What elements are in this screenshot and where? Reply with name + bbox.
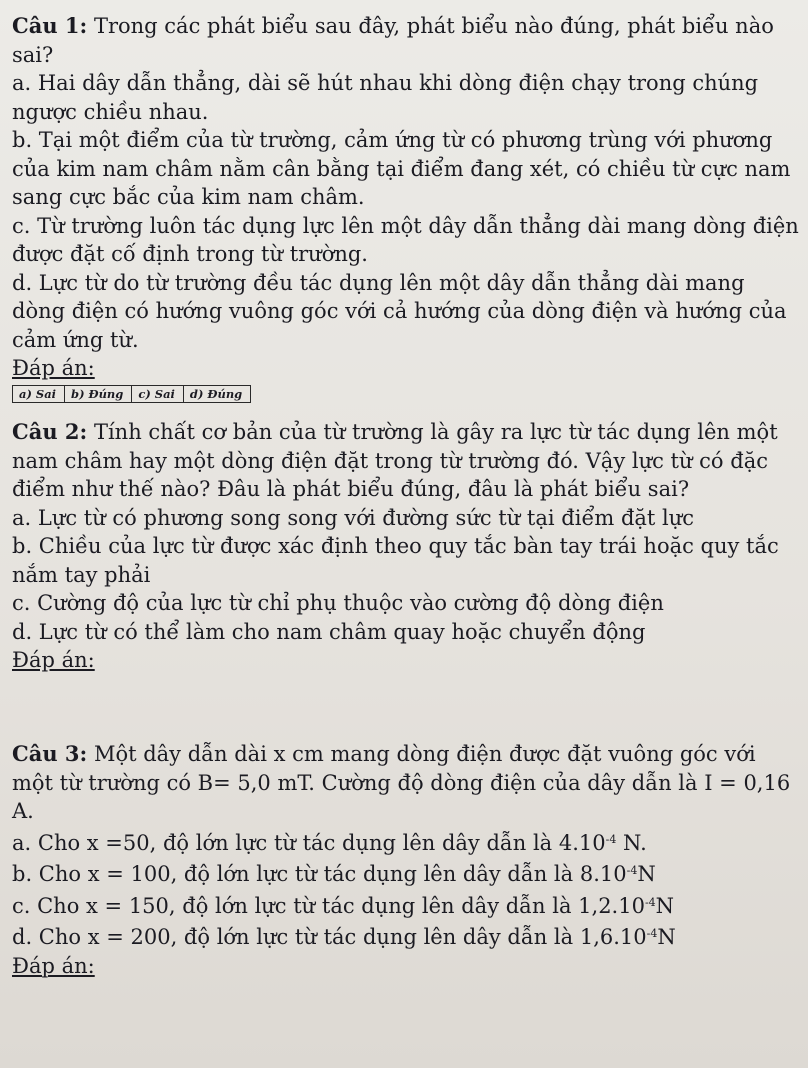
option-b-unit: N <box>637 862 656 886</box>
option-c-text: c. Cho x = 150, độ lớn lực từ tác dụng lên dây dẫn là 1,2.10 <box>12 893 645 918</box>
question-3-option-a <box>12 826 802 858</box>
question-3-text: Một dây dẫn dài x cm mang dòng điện được đặt vuông góc với một từ trường có B= 5,0 mT. Cường độ dòng điện của dây dẫn là I = 0,16 A. <box>12 742 791 823</box>
question-1 <box>12 12 802 406</box>
question-2-option-a: a. Lực từ có phương song song với đường sức từ tại điểm đặt lực <box>12 505 695 530</box>
option-d-exponent: -4 <box>646 927 658 940</box>
option-a-text: a. Cho x =50, độ lớn lực từ tác dụng lên dây dẫn là 4.10 <box>12 830 606 855</box>
answer-cell-b: b) Đúng <box>65 385 132 402</box>
question-3-title: Câu 3: <box>12 741 88 766</box>
question-1-title: Câu 1: <box>12 13 88 38</box>
question-3-option-b <box>12 857 802 889</box>
question-1-text: Trong các phát biểu sau đây, phát biểu nào đúng, phát biểu nào sai? <box>12 14 774 67</box>
answer-cell-d: d) Đúng <box>183 385 250 402</box>
question-2-stem <box>12 418 802 504</box>
option-d-unit: N <box>657 925 676 949</box>
question-1-stem <box>12 12 802 69</box>
question-2-option-b: b. Chiều của lực từ được xác định theo quy tắc bàn tay trái hoặc quy tắc nắm tay phải <box>12 534 779 587</box>
question-1-option-d: d. Lực từ do từ trường đều tác dụng lên một dây dẫn thẳng dài mang dòng điện có hướng vuông góc với cả hướng của dòng điện và hướng của cảm ứng từ. <box>12 270 787 352</box>
question-1-option-b: b. Tại một điểm của từ trường, cảm ứng từ có phương trùng với phương của kim nam châm nằm cân bằng tại điểm đang xét, có chiều từ cực nam sang cực bắc của kim nam châm. <box>12 128 791 209</box>
answer-cell-a: a) Sai <box>13 385 65 402</box>
question-1-answer-label: Đáp án: <box>12 356 95 380</box>
question-1-option-a: a. Hai dây dẫn thẳng, dài sẽ hút nhau khi dòng điện chạy trong chúng ngược chiều nhau. <box>12 71 759 124</box>
question-2-title: Câu 2: <box>12 419 88 444</box>
option-c-unit: N <box>655 893 675 918</box>
answer-cell-c: c) Sai <box>132 385 184 402</box>
question-3-answer-label: Đáp án: <box>12 953 95 978</box>
question-3-option-d <box>12 920 802 952</box>
option-b-exponent: -4 <box>626 864 638 877</box>
option-c-exponent: -4 <box>644 895 656 909</box>
question-2-option-c: c. Cường độ của lực từ chỉ phụ thuộc vào cường độ dòng điện <box>12 591 664 615</box>
option-b-text: b. Cho x = 100, độ lớn lực từ tác dụng lên dây dẫn là 8.10 <box>12 862 627 886</box>
question-3 <box>12 740 802 980</box>
question-2-option-d: d. Lực từ có thể làm cho nam châm quay hoặc chuyển động <box>12 619 646 644</box>
question-3-option-c <box>12 889 802 921</box>
option-a-exponent: -4 <box>605 832 617 846</box>
question-2-answer-label: Đáp án: <box>12 648 95 672</box>
question-2-text: Tính chất cơ bản của từ trường là gây ra lực từ tác dụng lên một nam châm hay một dòng điện đặt trong từ trường đó. Vậy lực từ có đặc điểm như thế nào? Đâu là phát biểu đúng, đâu là phát biểu sai? <box>12 420 778 501</box>
question-3-stem <box>12 740 802 826</box>
question-2 <box>12 418 802 675</box>
question-1-answer-table <box>12 385 251 403</box>
option-a-unit: N. <box>616 830 647 855</box>
question-1-option-c: c. Từ trường luôn tác dụng lực lên một dây dẫn thẳng dài mang dòng điện được đặt cố định trong từ trường. <box>12 213 799 266</box>
option-d-text: d. Cho x = 200, độ lớn lực từ tác dụng lên dây dẫn là 1,6.10 <box>12 925 647 949</box>
